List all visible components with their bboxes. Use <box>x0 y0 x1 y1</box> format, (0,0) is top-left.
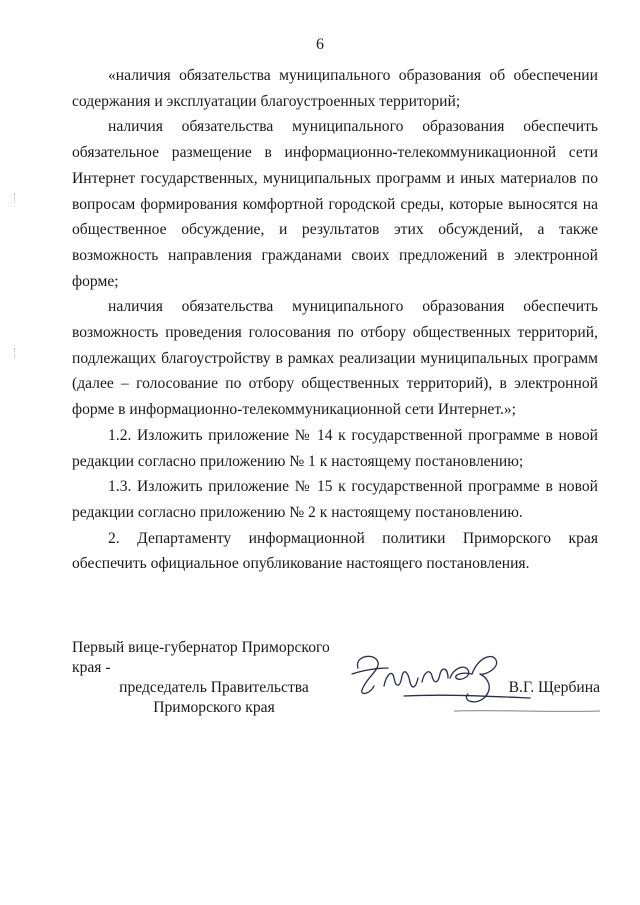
signatory-title-line3: Приморского края <box>153 699 275 716</box>
paragraph-obligation-maintenance: «наличия обязательства муниципального образования об обеспечении содержания и эксплуатации благоустроенных территорий; <box>72 67 598 110</box>
margin-dot-1 <box>14 193 17 203</box>
paragraph-item-2: 2. Департаменту информационной политики Приморского края обеспечить официальное опубликование настоящего постановления. <box>72 529 598 573</box>
paragraph-item-1-3: 1.3. Изложить приложение № 15 к государственной программе в новой редакции согласно приложению № 2 к настоящему постановлению. <box>72 478 598 521</box>
signatory-title-line1: Первый вице-губернатор Приморского края - <box>72 639 330 676</box>
signatory-title <box>72 638 356 718</box>
signatory-name: В.Г. Щербина <box>508 679 600 696</box>
paragraph-obligation-publication: наличия обязательства муниципального образования обеспечить обязательное размещение в информационно-телекоммуникационной сети Интернет государственных, муниципальных программ и иных материалов по вопросам формирования комфортной городской среды, которые выносятся на общественное обсуждение, и результатов этих обсуждений, а также возможность направления гражданами своих предложений в электронной форме; <box>72 118 598 290</box>
margin-dot-2 <box>14 348 17 358</box>
document-body <box>72 63 598 577</box>
page-number: 6 <box>316 36 324 53</box>
paragraph-obligation-voting: наличия обязательства муниципального образования обеспечить возможность проведения голосования по отбору общественных территорий, подлежащих благоустройству в рамках реализации муниципальных программ (далее – голосование по отбору общественных территорий), в электронной форме в информационно-телекоммуникационной сети Интернет.»; <box>72 298 598 419</box>
signature-underline <box>452 708 602 714</box>
signatory-title-line2: председатель Правительства <box>119 679 309 696</box>
signature-block <box>72 638 600 728</box>
paragraph-item-1-2: 1.2. Изложить приложение № 14 к государственной программе в новой редакции согласно приложению № 1 к настоящему постановлению; <box>72 426 598 470</box>
